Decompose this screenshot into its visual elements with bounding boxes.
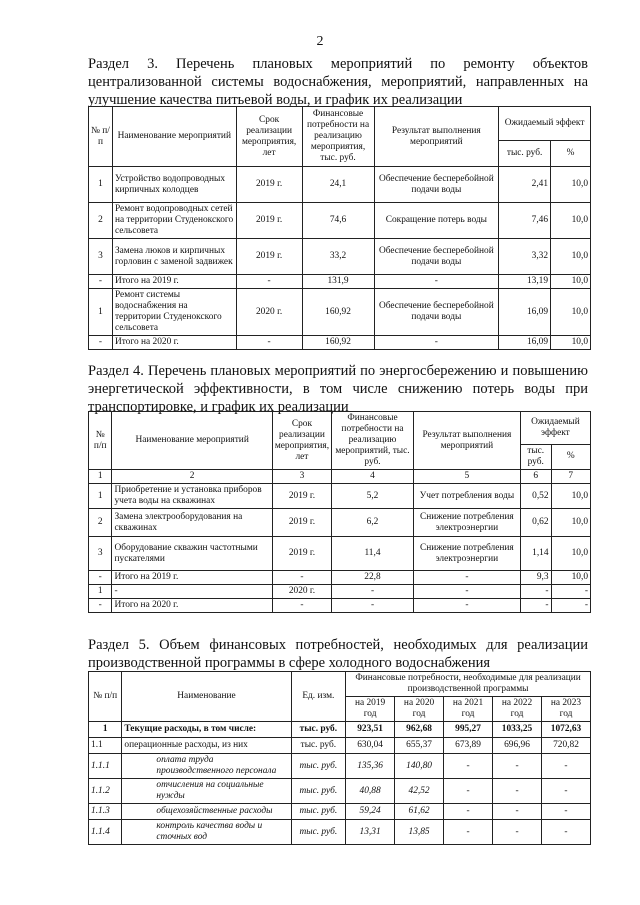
row-name: Ремонт водопроводных сетей на территории Студенокского сельсовета — [112, 203, 236, 239]
row-name: оплата труда производственного персонала — [122, 754, 291, 779]
row-year-value: 720,82 — [541, 738, 590, 754]
table-row — [89, 275, 591, 289]
col-fin-header: Финансовые потребности, необходимые для реализации производственной программы — [346, 672, 591, 697]
row-effect-pct: 10,0 — [551, 509, 590, 537]
row-name: Итого на 2020 г. — [112, 336, 236, 350]
row-year-value: 995,27 — [444, 722, 493, 738]
row-term: 2019 г. — [236, 167, 302, 203]
row-financing: - — [332, 599, 414, 613]
row-effect-pct: 10,0 — [551, 203, 591, 239]
table-row — [89, 585, 591, 599]
row-effect-pct: 10,0 — [551, 484, 590, 509]
row-financing: 160,92 — [302, 336, 374, 350]
row-effect-pct: 10,0 — [551, 336, 591, 350]
row-term: 2020 г. — [236, 289, 302, 336]
row-year-value: - — [541, 804, 590, 820]
row-name: отчисления на социальные нужды — [122, 779, 291, 804]
section-5-table — [88, 671, 591, 845]
col-year-header: на 2021 год — [444, 697, 493, 722]
col-num-header: № п/п — [89, 412, 112, 470]
row-result: Учет потребления воды — [413, 484, 520, 509]
row-number: 2 — [89, 509, 112, 537]
row-unit: тыс. руб. — [291, 754, 346, 779]
row-result: Обеспечение бесперебойной подачи воды — [374, 239, 499, 275]
row-year-value: 140,80 — [395, 754, 444, 779]
row-term: 2019 г. — [236, 239, 302, 275]
row-year-value: - — [444, 820, 493, 845]
column-number: 6 — [520, 470, 551, 484]
row-year-value: - — [444, 804, 493, 820]
row-name: Итого на 2019 г. — [112, 571, 272, 585]
col-year-header: на 2019 год — [346, 697, 395, 722]
col-rub-header: тыс. руб. — [499, 141, 551, 167]
col-unit-header: Ед. изм. — [291, 672, 346, 722]
table-row — [89, 484, 591, 509]
row-year-value: 42,52 — [395, 779, 444, 804]
row-number: - — [89, 336, 113, 350]
row-financing: 33,2 — [302, 239, 374, 275]
col-pct-header: % — [551, 141, 591, 167]
row-year-value: 61,62 — [395, 804, 444, 820]
column-number: 3 — [272, 470, 331, 484]
row-name: Ремонт системы водоснабжения на территории Студенокского сельсовета — [112, 289, 236, 336]
row-number: 1 — [89, 722, 122, 738]
row-year-value: - — [493, 804, 542, 820]
row-name: операционные расходы, из них — [122, 738, 291, 754]
row-term: 2019 г. — [272, 509, 331, 537]
row-effect-pct: 10,0 — [551, 537, 590, 571]
row-effect-rub: 9,3 — [520, 571, 551, 585]
row-year-value: 1033,25 — [493, 722, 542, 738]
table-row — [89, 804, 591, 820]
row-year-value: - — [444, 779, 493, 804]
row-year-value: 13,31 — [346, 820, 395, 845]
row-effect-pct: 10,0 — [551, 275, 591, 289]
column-number-row — [89, 470, 591, 484]
row-result: Обеспечение бесперебойной подачи воды — [374, 289, 499, 336]
row-effect-pct: - — [551, 599, 590, 613]
row-name: Замена электрооборудования на скважинах — [112, 509, 272, 537]
col-fin-header: Финансовые потребности на реализацию мероприятий, тыс. руб. — [332, 412, 414, 470]
row-number: 1 — [89, 167, 113, 203]
row-term: 2019 г. — [236, 203, 302, 239]
row-year-value: - — [541, 754, 590, 779]
col-name-header: Наименование мероприятий — [112, 107, 236, 167]
row-term: 2020 г. — [272, 585, 331, 599]
row-effect-rub: 16,09 — [499, 336, 551, 350]
column-number: 1 — [89, 470, 112, 484]
row-financing: 11,4 — [332, 537, 414, 571]
col-num-header: № п/п — [89, 672, 122, 722]
table-row — [89, 167, 591, 203]
row-name: Итого на 2019 г. — [112, 275, 236, 289]
row-number: 1.1.3 — [89, 804, 122, 820]
row-number: 1.1.4 — [89, 820, 122, 845]
row-financing: - — [332, 585, 414, 599]
table-row — [89, 820, 591, 845]
row-effect-rub: 0,62 — [520, 509, 551, 537]
row-unit: тыс. руб. — [291, 738, 346, 754]
row-effect-rub: - — [520, 585, 551, 599]
row-number: 1 — [89, 585, 112, 599]
col-term-header: Срок реализации мероприятия, лет — [236, 107, 302, 167]
row-year-value: 655,37 — [395, 738, 444, 754]
column-number: 4 — [332, 470, 414, 484]
col-pct-header: % — [551, 444, 590, 469]
row-effect-rub: - — [520, 599, 551, 613]
row-term: - — [236, 275, 302, 289]
row-financing: 6,2 — [332, 509, 414, 537]
col-name-header: Наименование — [122, 672, 291, 722]
row-term: - — [272, 599, 331, 613]
table-row — [89, 738, 591, 754]
row-result: - — [374, 275, 499, 289]
row-name: Итого на 2020 г. — [112, 599, 272, 613]
row-year-value: - — [493, 820, 542, 845]
table-row — [89, 203, 591, 239]
row-effect-pct: 10,0 — [551, 289, 591, 336]
row-effect-rub: 13,19 — [499, 275, 551, 289]
col-term-header: Срок реализации мероприятия, лет — [272, 412, 331, 470]
row-effect-rub: 1,14 — [520, 537, 551, 571]
row-number: - — [89, 599, 112, 613]
row-unit: тыс. руб. — [291, 820, 346, 845]
row-number: 1 — [89, 484, 112, 509]
row-number: 2 — [89, 203, 113, 239]
column-number: 7 — [551, 470, 590, 484]
row-effect-pct: 10,0 — [551, 239, 591, 275]
row-number: 1.1.2 — [89, 779, 122, 804]
row-year-value: 135,36 — [346, 754, 395, 779]
column-number: 2 — [112, 470, 272, 484]
row-name: Текущие расходы, в том числе: — [122, 722, 291, 738]
row-name: Оборудование скважин частотными пускателями — [112, 537, 272, 571]
row-name: Замена люков и кирпичных горловин с заменой задвижек — [112, 239, 236, 275]
row-year-value: 923,51 — [346, 722, 395, 738]
row-term: 2019 г. — [272, 537, 331, 571]
row-result: - — [413, 585, 520, 599]
row-financing: 131,9 — [302, 275, 374, 289]
section-4-table — [88, 411, 591, 613]
row-unit: тыс. руб. — [291, 722, 346, 738]
row-result: Снижение потребления электроэнергии — [413, 537, 520, 571]
col-year-header: на 2022 год — [493, 697, 542, 722]
row-effect-rub: 3,32 — [499, 239, 551, 275]
column-number: 5 — [413, 470, 520, 484]
row-year-value: - — [541, 820, 590, 845]
row-term: - — [236, 336, 302, 350]
row-name: - — [112, 585, 272, 599]
col-effect-header: Ожидаемый эффект — [520, 412, 590, 445]
row-unit: тыс. руб. — [291, 804, 346, 820]
row-result: Снижение потребления электроэнергии — [413, 509, 520, 537]
row-year-value: - — [493, 779, 542, 804]
table-row — [89, 779, 591, 804]
col-result-header: Результат выполнения мероприятий — [374, 107, 499, 167]
section-3-table — [88, 106, 591, 350]
section-4-heading: Раздел 4. Перечень плановых мероприятий по энергосбережению и повышению энергетической эффективности, в том числе снижению потерь воды при транспортировке, и график их реализации — [88, 363, 588, 415]
row-name: контроль качества воды и сточных вод — [122, 820, 291, 845]
row-number: 1.1.1 — [89, 754, 122, 779]
row-financing: 24,1 — [302, 167, 374, 203]
row-year-value: 40,88 — [346, 779, 395, 804]
table-row — [89, 754, 591, 779]
row-effect-pct: - — [551, 585, 590, 599]
col-year-header: на 2023 год — [541, 697, 590, 722]
col-num-header: № п/п — [89, 107, 113, 167]
row-financing: 5,2 — [332, 484, 414, 509]
col-result-header: Результат выполнения мероприятий — [413, 412, 520, 470]
row-year-value: 673,89 — [444, 738, 493, 754]
row-result: Сокращение потерь воды — [374, 203, 499, 239]
row-unit: тыс. руб. — [291, 779, 346, 804]
row-effect-pct: 10,0 — [551, 167, 591, 203]
row-result: - — [413, 571, 520, 585]
row-effect-rub: 16,09 — [499, 289, 551, 336]
row-effect-pct: 10,0 — [551, 571, 590, 585]
row-number: 1.1 — [89, 738, 122, 754]
page-number: 2 — [316, 34, 324, 49]
row-year-value: 962,68 — [395, 722, 444, 738]
row-number: 1 — [89, 289, 113, 336]
section-5-heading: Раздел 5. Объем финансовых потребностей, необходимых для реализации производственной программы в сфере холодного водоснабжения — [88, 637, 588, 671]
row-name: общехозяйственные расходы — [122, 804, 291, 820]
table-row — [89, 537, 591, 571]
table-row — [89, 722, 591, 738]
row-year-value: - — [541, 779, 590, 804]
row-effect-rub: 7,46 — [499, 203, 551, 239]
row-term: - — [272, 571, 331, 585]
row-number: - — [89, 275, 113, 289]
table-row — [89, 571, 591, 585]
row-effect-rub: 0,52 — [520, 484, 551, 509]
row-year-value: 59,24 — [346, 804, 395, 820]
table-row — [89, 509, 591, 537]
row-result: - — [374, 336, 499, 350]
row-number: - — [89, 571, 112, 585]
row-year-value: 13,85 — [395, 820, 444, 845]
row-effect-rub: 2,41 — [499, 167, 551, 203]
col-name-header: Наименование мероприятий — [112, 412, 272, 470]
row-result: Обеспечение бесперебойной подачи воды — [374, 167, 499, 203]
row-year-value: - — [444, 754, 493, 779]
row-year-value: 1072,63 — [541, 722, 590, 738]
row-name: Приобретение и установка приборов учета воды на скважинах — [112, 484, 272, 509]
row-financing: 74,6 — [302, 203, 374, 239]
row-year-value: - — [493, 754, 542, 779]
col-year-header: на 2020 год — [395, 697, 444, 722]
col-rub-header: тыс. руб. — [520, 444, 551, 469]
row-year-value: 630,04 — [346, 738, 395, 754]
row-year-value: 696,96 — [493, 738, 542, 754]
table-row — [89, 289, 591, 336]
row-term: 2019 г. — [272, 484, 331, 509]
section-3-heading: Раздел 3. Перечень плановых мероприятий по ремонту объектов централизованной системы водоснабжения, мероприятий, направленных на улучшение качества питьевой воды, и график их реализации — [88, 56, 588, 108]
table-row — [89, 599, 591, 613]
row-number: 3 — [89, 239, 113, 275]
col-fin-header: Финансовые потребности на реализацию мероприятия, тыс. руб. — [302, 107, 374, 167]
row-result: - — [413, 599, 520, 613]
row-financing: 22,8 — [332, 571, 414, 585]
row-financing: 160,92 — [302, 289, 374, 336]
col-effect-header: Ожидаемый эффект — [499, 107, 591, 141]
table-row — [89, 239, 591, 275]
row-number: 3 — [89, 537, 112, 571]
row-name: Устройство водопроводных кирпичных колодцев — [112, 167, 236, 203]
table-row — [89, 336, 591, 350]
